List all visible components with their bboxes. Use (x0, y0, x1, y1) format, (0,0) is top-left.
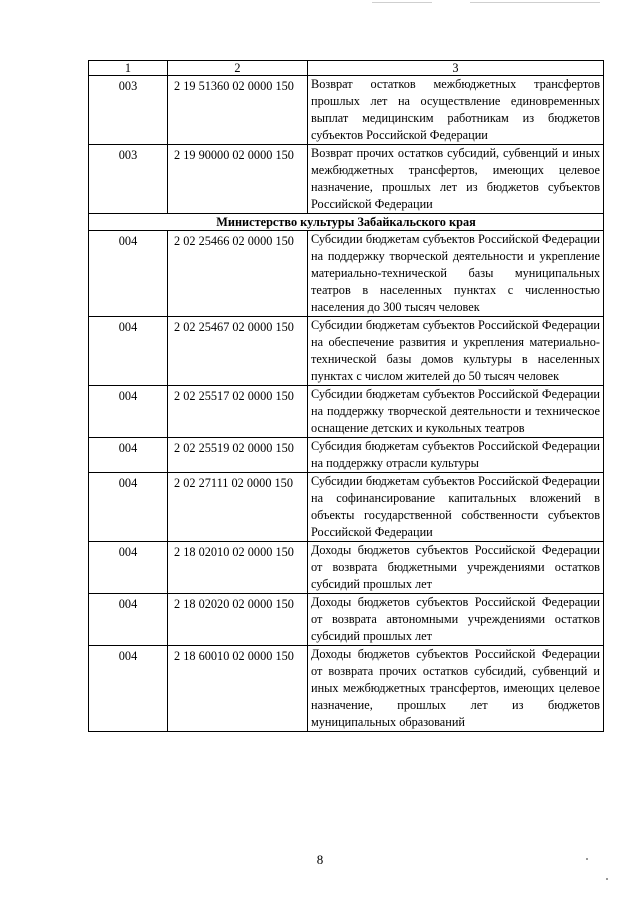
table-row (89, 594, 604, 646)
revenue-description-cell: Возврат прочих остатков субсидий, субвенций и иных межбюджетных трансфертов, имеющих целевое назначение, прошлых лет из бюджетов субъектов Российской Федерации (308, 145, 604, 214)
revenue-description-cell: Субсидия бюджетам субъектов Российской Федерации на поддержку отрасли культуры (308, 438, 604, 473)
scan-speck (606, 878, 608, 880)
revenue-code-cell: 2 02 25519 02 0000 150 (168, 438, 308, 473)
revenue-code-cell: 2 18 02010 02 0000 150 (168, 542, 308, 594)
table-row (89, 386, 604, 438)
admin-code-cell: 004 (89, 594, 168, 646)
admin-code-cell: 004 (89, 386, 168, 438)
table-row (89, 231, 604, 317)
revenue-description-cell: Доходы бюджетов субъектов Российской Федерации от возврата автономными учреждениями остатков субсидий прошлых лет (308, 594, 604, 646)
revenue-code-cell: 2 19 90000 02 0000 150 (168, 145, 308, 214)
revenue-code-cell: 2 18 60010 02 0000 150 (168, 646, 308, 732)
revenue-description-cell: Возврат остатков межбюджетных трансфертов прошлых лет на осуществление единовременных выплат медицинским работникам из бюджетов субъектов Российской Федерации (308, 76, 604, 145)
top-rule-left (372, 2, 432, 3)
revenue-description-cell: Субсидии бюджетам субъектов Российской Федерации на поддержку творческой деятельности и техническое оснащение детских и кукольных театров (308, 386, 604, 438)
revenue-code-cell: 2 18 02020 02 0000 150 (168, 594, 308, 646)
admin-code-cell: 004 (89, 438, 168, 473)
admin-code-cell: 004 (89, 473, 168, 542)
table-row (89, 646, 604, 732)
page-number: 8 (316, 852, 324, 867)
revenue-codes-table (88, 60, 604, 732)
top-rule-right (470, 2, 600, 3)
table-row (89, 473, 604, 542)
table-row (89, 317, 604, 386)
admin-code-cell: 004 (89, 231, 168, 317)
scan-speck (586, 858, 588, 860)
header-cell-1: 1 (89, 61, 168, 76)
header-cell-2: 2 (168, 61, 308, 76)
table-row (89, 145, 604, 214)
revenue-description-cell: Субсидии бюджетам субъектов Российской Федерации на софинансирование капитальных вложений в объекты государственной собственности субъектов Российской Федерации (308, 473, 604, 542)
revenue-description-cell: Субсидии бюджетам субъектов Российской Федерации на поддержку творческой деятельности и укрепление материально-технической базы муниципальных театров в населенных пунктах с численностью населения до 300 тысяч человек (308, 231, 604, 317)
revenue-code-cell: 2 19 51360 02 0000 150 (168, 76, 308, 145)
revenue-code-cell: 2 02 27111 02 0000 150 (168, 473, 308, 542)
revenue-description-cell: Доходы бюджетов субъектов Российской Федерации от возврата прочих остатков субсидий, субвенций и иных межбюджетных трансфертов, имеющих целевое назначение, прошлых лет из бюджетов муниципальных образований (308, 646, 604, 732)
table-row (89, 76, 604, 145)
admin-code-cell: 004 (89, 646, 168, 732)
table-row (89, 438, 604, 473)
column-number-header (89, 61, 604, 76)
revenue-code-cell: 2 02 25466 02 0000 150 (168, 231, 308, 317)
table-row (89, 542, 604, 594)
section-heading: Министерство культуры Забайкальского края (89, 214, 604, 231)
revenue-code-cell: 2 02 25517 02 0000 150 (168, 386, 308, 438)
revenue-description-cell: Доходы бюджетов субъектов Российской Федерации от возврата бюджетными учреждениями остатков субсидий прошлых лет (308, 542, 604, 594)
section-heading-row (89, 214, 604, 231)
admin-code-cell: 004 (89, 317, 168, 386)
header-cell-3: 3 (308, 61, 604, 76)
admin-code-cell: 004 (89, 542, 168, 594)
revenue-code-cell: 2 02 25467 02 0000 150 (168, 317, 308, 386)
admin-code-cell: 003 (89, 145, 168, 214)
admin-code-cell: 003 (89, 76, 168, 145)
revenue-description-cell: Субсидии бюджетам субъектов Российской Федерации на обеспечение развития и укрепления материально-технической базы домов культуры в населенных пунктах с числом жителей до 50 тысяч человек (308, 317, 604, 386)
